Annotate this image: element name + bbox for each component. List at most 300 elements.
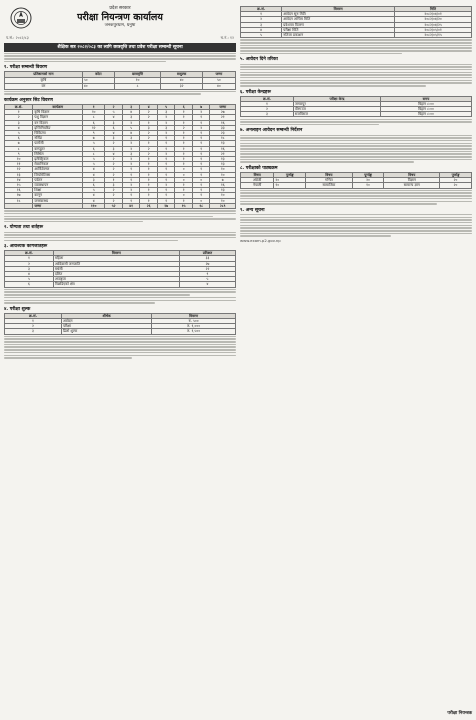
table-cell: १६ bbox=[5, 188, 33, 193]
table-cell: पर्यटन bbox=[33, 177, 83, 182]
table-cell: ४० bbox=[82, 83, 114, 89]
table-cell: २ bbox=[157, 130, 175, 135]
table-cell: आवेदन bbox=[61, 318, 151, 323]
section-heading-1: १. परीक्षा सम्बन्धी विवरण bbox=[4, 65, 48, 71]
quota-note bbox=[4, 91, 236, 95]
table-cell: १६ bbox=[210, 146, 236, 151]
notice-header bbox=[4, 6, 236, 34]
table-cell: १ bbox=[175, 110, 193, 115]
table-cell: ४ bbox=[122, 130, 140, 135]
table-cell: ४ bbox=[122, 110, 140, 115]
table-cell: १ bbox=[122, 193, 140, 198]
reference-number: प.सं.: २०८२/८३ bbox=[6, 35, 29, 40]
table-cell: रु. ५०० bbox=[152, 318, 236, 323]
table-cell: १ bbox=[192, 136, 210, 141]
table-cell: २८९ bbox=[210, 203, 236, 208]
table-cell: २ bbox=[5, 115, 33, 120]
table-cell: दलित bbox=[53, 271, 179, 276]
table-cell: १० bbox=[274, 183, 306, 188]
table-cell: गणित bbox=[306, 178, 352, 183]
seat-distribution-table bbox=[4, 104, 236, 209]
table-cell: १ bbox=[175, 182, 193, 187]
table-cell: १० bbox=[352, 183, 384, 188]
table-cell: २ bbox=[157, 115, 175, 120]
table-cell: २०८२/०४/२० bbox=[395, 17, 472, 22]
table-cell: अपाङ्गता bbox=[53, 277, 179, 282]
table-cell: १ bbox=[157, 156, 175, 161]
table-cell: १ bbox=[157, 167, 175, 172]
table-cell: १ bbox=[175, 151, 193, 156]
table-header-cell: कार्यक्रम bbox=[33, 104, 83, 109]
table-cell: ३ bbox=[157, 125, 175, 130]
table-cell: ४ bbox=[5, 271, 54, 276]
table-cell: १२ bbox=[5, 167, 33, 172]
table-cell: २ bbox=[241, 106, 294, 111]
table-cell: ५० bbox=[82, 77, 114, 83]
table-cell: २३ bbox=[210, 130, 236, 135]
table-cell: ३३ bbox=[179, 256, 235, 261]
table-cell: ३ bbox=[140, 125, 158, 130]
table-cell: २ bbox=[122, 182, 140, 187]
table-cell: १ bbox=[192, 182, 210, 187]
table-header-cell: विषय bbox=[306, 172, 352, 177]
table-cell: १ bbox=[140, 167, 158, 172]
table-cell: १ bbox=[192, 120, 210, 125]
eligibility-paragraph bbox=[4, 232, 236, 242]
table-cell: १ bbox=[192, 193, 210, 198]
table-cell: २ bbox=[122, 141, 140, 146]
table-cell: ८ bbox=[5, 146, 33, 151]
table-cell: ४ bbox=[5, 125, 33, 130]
table-cell: आदिवासी जनजाति bbox=[53, 261, 179, 266]
table-cell: ५ bbox=[83, 188, 105, 193]
table-cell: १ bbox=[175, 162, 193, 167]
table-cell: १ bbox=[157, 146, 175, 151]
table-cell: फार्मेसी bbox=[33, 141, 83, 146]
table-cell: वीरगञ्ज bbox=[293, 106, 380, 111]
table-cell: ४ bbox=[105, 115, 123, 120]
table-cell: २७ bbox=[179, 261, 235, 266]
table-cell: महिला bbox=[53, 256, 179, 261]
syllabus-notes bbox=[240, 190, 472, 205]
table-cell: ११० bbox=[83, 203, 105, 208]
table-cell: २० bbox=[352, 178, 384, 183]
table-cell: १ bbox=[175, 136, 193, 141]
table-cell: अंग्रेजी bbox=[241, 178, 274, 183]
section-heading-8: ८. परीक्षाको पाठ्यक्रम bbox=[240, 165, 278, 171]
table-cell: २ bbox=[122, 162, 140, 167]
table-row bbox=[241, 112, 472, 117]
table-cell: १ bbox=[157, 177, 175, 182]
table-cell: बिहान ८:०० bbox=[381, 106, 472, 111]
table-cell: ५ bbox=[5, 277, 54, 282]
letter-number: च.नं.: १२ bbox=[220, 35, 234, 40]
table-cell: ११ bbox=[5, 162, 33, 167]
table-cell: १ bbox=[5, 110, 33, 115]
table-cell: २ bbox=[192, 110, 210, 115]
table-cell: १ bbox=[175, 115, 193, 120]
table-cell: ४ bbox=[83, 198, 105, 203]
table-cell: रु. १,५०० bbox=[152, 329, 236, 334]
table-cell: २२ bbox=[179, 266, 235, 271]
table-cell: १८ bbox=[5, 198, 33, 203]
table-cell: १ bbox=[175, 198, 193, 203]
table-cell: १३ bbox=[210, 162, 236, 167]
table-cell: वन bbox=[5, 83, 83, 89]
table-cell: जनकपुर bbox=[293, 101, 380, 106]
table-cell: १० bbox=[210, 198, 236, 203]
table-cell: कानून bbox=[33, 193, 83, 198]
table-cell: ४ bbox=[105, 130, 123, 135]
table-cell: मेकानिकल bbox=[33, 162, 83, 167]
table-header-cell: २ bbox=[105, 104, 123, 109]
table-cell: १ bbox=[192, 146, 210, 151]
table-cell: १० bbox=[114, 77, 161, 83]
table-cell: ५ bbox=[83, 156, 105, 161]
table-cell: ७ bbox=[210, 177, 236, 182]
table-header-cell: ७ bbox=[192, 104, 210, 109]
table-cell: १३ bbox=[210, 141, 236, 146]
table-cell: ६ bbox=[105, 125, 123, 130]
website-link[interactable]: www.exam.p2.gov.np bbox=[240, 238, 281, 244]
section-heading-3: ३. आवश्यक कागजातहरू bbox=[4, 244, 48, 250]
table-cell: १ bbox=[140, 172, 158, 177]
table-header-cell: मिति bbox=[395, 7, 472, 12]
org-name: प्रदेश सरकार bbox=[109, 6, 131, 11]
table-cell: २१ bbox=[210, 115, 236, 120]
table-cell: ३ bbox=[241, 112, 294, 117]
table-header-cell: शीर्षक bbox=[61, 313, 151, 318]
table-cell: २०८२/०४/०१ bbox=[395, 12, 472, 17]
table-cell: १ bbox=[140, 193, 158, 198]
table-cell: १ bbox=[140, 156, 158, 161]
table-cell: १ bbox=[192, 115, 210, 120]
table-cell: इलेक्ट्रिकल bbox=[33, 156, 83, 161]
table-cell: २ bbox=[105, 193, 123, 198]
table-cell: २ bbox=[5, 324, 62, 329]
left-column bbox=[4, 6, 236, 360]
table-header-cell: कोटा bbox=[82, 72, 114, 77]
other-info bbox=[240, 214, 472, 237]
table-cell: १ bbox=[140, 188, 158, 193]
table-cell: २ bbox=[157, 182, 175, 187]
table-cell: ० bbox=[175, 172, 193, 177]
table-cell: २०८२/०५/०१ bbox=[395, 27, 472, 32]
table-cell: ढिलो शुल्क bbox=[61, 329, 151, 334]
table-cell: २ bbox=[105, 172, 123, 177]
table-cell: २०८२/०४/२५ bbox=[395, 22, 472, 27]
table-header-cell: १ bbox=[83, 104, 105, 109]
section-heading-5: ५. आवेदन दिने तरिका bbox=[240, 57, 278, 63]
section-heading-2: २. योग्यता तथा शर्तहरू bbox=[4, 225, 44, 231]
table-cell: ३ bbox=[157, 110, 175, 115]
table-cell: ५२ bbox=[105, 203, 123, 208]
table-cell: १ bbox=[122, 177, 140, 182]
table-cell: व्यवस्थापन bbox=[33, 182, 83, 187]
quota-table bbox=[4, 71, 236, 89]
table-header-cell: क्र.सं. bbox=[241, 96, 294, 101]
section-heading-9: ९. अन्य सूचना bbox=[240, 207, 265, 213]
table-cell: राजविराज bbox=[293, 112, 380, 117]
section-heading-seats: कार्यक्रम अनुसार सिट विवरण bbox=[4, 97, 53, 103]
reservation-table bbox=[4, 250, 236, 287]
table-header-cell: ३ bbox=[122, 104, 140, 109]
table-cell: १ bbox=[175, 120, 193, 125]
table-cell: ४ bbox=[83, 167, 105, 172]
table-cell: नर्सिङ bbox=[33, 136, 83, 141]
table-cell: २ bbox=[241, 17, 282, 22]
table-cell: जनस्वास्थ्य bbox=[33, 198, 83, 203]
table-cell: ३ bbox=[5, 329, 62, 334]
table-header-cell: पूर्णाङ्क bbox=[440, 172, 472, 177]
intro-paragraph bbox=[4, 53, 236, 63]
table-cell: २ bbox=[122, 188, 140, 193]
table-cell: १० bbox=[83, 110, 105, 115]
table-header-cell: क्र.सं. bbox=[5, 313, 62, 318]
table-cell: ३ bbox=[83, 177, 105, 182]
table-cell: ५ bbox=[241, 33, 282, 38]
table-cell: १ bbox=[175, 188, 193, 193]
table-cell: ३ bbox=[5, 120, 33, 125]
table-row bbox=[5, 282, 236, 287]
table-cell: ४ bbox=[241, 27, 282, 32]
table-cell: २ bbox=[105, 156, 123, 161]
table-cell: १२ bbox=[83, 125, 105, 130]
table-cell: १७ bbox=[5, 193, 33, 198]
table-cell: १३ bbox=[210, 188, 236, 193]
table-header-cell: विवरण bbox=[152, 313, 236, 318]
table-cell: शिक्षा bbox=[33, 188, 83, 193]
table-cell: १ bbox=[175, 141, 193, 146]
table-cell: २ bbox=[105, 198, 123, 203]
table-header-cell: पूर्णाङ्क bbox=[274, 172, 306, 177]
table-cell: १६ bbox=[210, 120, 236, 125]
table-cell: ० bbox=[192, 198, 210, 203]
table-cell: २ bbox=[105, 167, 123, 172]
table-header-cell: क्र.सं. bbox=[5, 104, 33, 109]
table-cell: पशु विज्ञान bbox=[33, 115, 83, 120]
table-cell: १ bbox=[241, 101, 294, 106]
table-cell: २ bbox=[140, 130, 158, 135]
table-cell: २७ bbox=[157, 203, 175, 208]
table-cell: सिभिल bbox=[33, 151, 83, 156]
table-row bbox=[5, 83, 236, 89]
table-cell: २ bbox=[157, 120, 175, 125]
table-cell: १ bbox=[192, 162, 210, 167]
table-cell: ९ bbox=[5, 151, 33, 156]
section-heading-7: ७. अनलाइन आवेदन सम्बन्धी निर्देशन bbox=[240, 128, 303, 134]
table-cell: ६ bbox=[5, 282, 54, 287]
table-header-cell: ६ bbox=[175, 104, 193, 109]
table-cell: ५ bbox=[122, 125, 140, 130]
table-header-cell: छात्रवृत्ति bbox=[114, 72, 161, 77]
section-heading-6: ६. परीक्षा केन्द्रहरू bbox=[240, 89, 271, 95]
table-cell: सामान्य ज्ञान bbox=[384, 183, 440, 188]
table-cell: १ bbox=[105, 177, 123, 182]
table-cell: १ bbox=[157, 193, 175, 198]
table-cell: १ bbox=[175, 146, 193, 151]
table-cell: ० bbox=[192, 177, 210, 182]
table-total-row bbox=[5, 203, 236, 208]
table-cell: २ bbox=[105, 162, 123, 167]
online-instructions bbox=[240, 135, 472, 163]
table-cell: १ bbox=[157, 188, 175, 193]
table-header-cell: विषय bbox=[384, 172, 440, 177]
table-cell: १ bbox=[5, 318, 62, 323]
table-cell: कृषि bbox=[5, 77, 83, 83]
table-cell: २० bbox=[440, 183, 472, 188]
schedule-table bbox=[240, 6, 472, 38]
table-cell: १ bbox=[192, 156, 210, 161]
table-cell: ५ bbox=[83, 141, 105, 146]
right-column bbox=[240, 6, 472, 243]
table-cell: परीक्षा bbox=[61, 324, 151, 329]
application-method-paragraph bbox=[240, 64, 472, 87]
reference-row bbox=[6, 35, 234, 41]
table-cell: ८ bbox=[83, 151, 105, 156]
table-cell: बिहान ८:०० bbox=[381, 112, 472, 117]
table-cell: विज्ञान bbox=[384, 178, 440, 183]
table-cell: २ bbox=[140, 151, 158, 156]
table-cell: २६ bbox=[140, 203, 158, 208]
table-cell: ३३ bbox=[210, 125, 236, 130]
table-cell: ४० bbox=[202, 83, 235, 89]
table-cell: २ bbox=[140, 110, 158, 115]
table-cell: आवेदन सुरु मिति bbox=[282, 12, 395, 17]
table-cell: १ bbox=[157, 136, 175, 141]
table-cell: १० bbox=[210, 172, 236, 177]
table-cell: २ bbox=[192, 125, 210, 130]
table-cell: १ bbox=[140, 162, 158, 167]
table-cell: १० bbox=[5, 156, 33, 161]
table-cell: १ bbox=[140, 198, 158, 203]
table-header-cell: विषय bbox=[241, 172, 274, 177]
table-cell: ६ bbox=[83, 182, 105, 187]
table-header-cell: पूर्णाङ्क bbox=[352, 172, 384, 177]
table-header-cell: प्रतिशत bbox=[179, 251, 235, 256]
table-cell: वन विज्ञान bbox=[33, 120, 83, 125]
table-cell: १५ bbox=[175, 203, 193, 208]
document-list bbox=[4, 289, 236, 304]
table-cell: ४ bbox=[105, 151, 123, 156]
table-cell: १ bbox=[192, 141, 210, 146]
fee-table bbox=[4, 313, 236, 335]
table-cell: ३ bbox=[122, 151, 140, 156]
table-cell: १ bbox=[140, 182, 158, 187]
table-cell: १८ bbox=[210, 136, 236, 141]
table-cell: ४ bbox=[179, 282, 235, 287]
table-cell: ६ bbox=[83, 120, 105, 125]
table-cell: १ bbox=[157, 162, 175, 167]
table-cell: ४१ bbox=[122, 203, 140, 208]
table-cell: २ bbox=[140, 136, 158, 141]
table-cell: बिहान ८:०० bbox=[381, 101, 472, 106]
table-row bbox=[241, 183, 472, 188]
table-cell: ५ bbox=[5, 130, 33, 135]
table-cell: १ bbox=[122, 167, 140, 172]
table-cell: ७ bbox=[83, 136, 105, 141]
table-cell: परीक्षा मिति bbox=[282, 27, 395, 32]
table-cell: ३ bbox=[122, 136, 140, 141]
table-cell: ५ bbox=[105, 110, 123, 115]
table-cell: आर्किटेक्चर bbox=[33, 167, 83, 172]
table-cell: १३ bbox=[210, 156, 236, 161]
table-header-cell: ४ bbox=[140, 104, 158, 109]
table-cell: ३ bbox=[105, 120, 123, 125]
table-cell: २० bbox=[274, 178, 306, 183]
table-cell: आवेदन अन्तिम मिति bbox=[282, 17, 395, 22]
table-cell: नतिजा प्रकाशन bbox=[282, 33, 395, 38]
table-cell: १ bbox=[140, 177, 158, 182]
table-cell: जम्मा bbox=[33, 203, 83, 208]
table-cell: ९ bbox=[83, 130, 105, 135]
fee-notes bbox=[4, 336, 236, 359]
table-header-cell: जम्मा bbox=[210, 104, 236, 109]
table-cell: १ bbox=[122, 198, 140, 203]
table-cell: कम्प्युटर bbox=[33, 146, 83, 151]
table-cell: २० bbox=[440, 178, 472, 183]
table-cell: १० bbox=[210, 193, 236, 198]
table-cell: १ bbox=[192, 130, 210, 135]
table-header-cell: क्र.सं. bbox=[241, 7, 282, 12]
table-cell: १ bbox=[175, 156, 193, 161]
schedule-notes bbox=[240, 39, 472, 54]
centre-notes bbox=[240, 119, 472, 126]
table-cell: २०८२/०५/१५ bbox=[395, 33, 472, 38]
table-cell: २१ bbox=[210, 151, 236, 156]
table-cell: १ bbox=[192, 167, 210, 172]
table-header-cell: जम्मा bbox=[202, 72, 235, 77]
office-title: परीक्षा नियन्त्रण कार्यालय bbox=[77, 12, 163, 23]
table-cell: १५ bbox=[5, 182, 33, 187]
table-cell: चिकित्सा bbox=[33, 130, 83, 135]
table-cell: १ bbox=[192, 151, 210, 156]
table-cell: १६ bbox=[210, 182, 236, 187]
table-cell: रु. १,००० bbox=[152, 324, 236, 329]
table-cell: १ bbox=[192, 188, 210, 193]
table-cell: १ bbox=[192, 172, 210, 177]
table-cell: १४ bbox=[5, 177, 33, 182]
table-cell: ४० bbox=[161, 77, 202, 83]
table-cell: १ bbox=[157, 172, 175, 177]
table-header-cell: प्रतिष्ठानको नाम bbox=[5, 72, 83, 77]
signature-title: परीक्षा नियन्त्रक bbox=[447, 711, 472, 716]
table-row bbox=[5, 329, 236, 334]
exam-centre-table bbox=[240, 96, 472, 118]
table-cell: १ bbox=[157, 141, 175, 146]
table-cell: ७ bbox=[5, 141, 33, 146]
table-cell: १ bbox=[140, 141, 158, 146]
table-cell: १ bbox=[140, 120, 158, 125]
table-cell: १३ bbox=[5, 172, 33, 177]
table-header-cell: समय bbox=[381, 96, 472, 101]
table-cell: प्रवेशपत्र वितरण bbox=[282, 22, 395, 27]
table-cell: इन्जिनियरिङ bbox=[33, 125, 83, 130]
table-cell: ३ bbox=[5, 266, 54, 271]
table-cell: २ bbox=[140, 146, 158, 151]
table-cell: १ bbox=[175, 130, 193, 135]
office-address: जनकपुरधाम, धनुषा bbox=[104, 23, 136, 28]
table-cell: २ bbox=[122, 120, 140, 125]
table-cell: ३ bbox=[105, 136, 123, 141]
table-header-cell: विवरण bbox=[282, 7, 395, 12]
table-cell: कृषि विज्ञान bbox=[33, 110, 83, 115]
table-cell: २ bbox=[157, 151, 175, 156]
table-cell: जियोमेटिक्स bbox=[33, 172, 83, 177]
table-cell: मधेसी bbox=[53, 266, 179, 271]
table-cell: २ bbox=[105, 141, 123, 146]
table-header-cell: परीक्षा केन्द्र bbox=[293, 96, 380, 101]
